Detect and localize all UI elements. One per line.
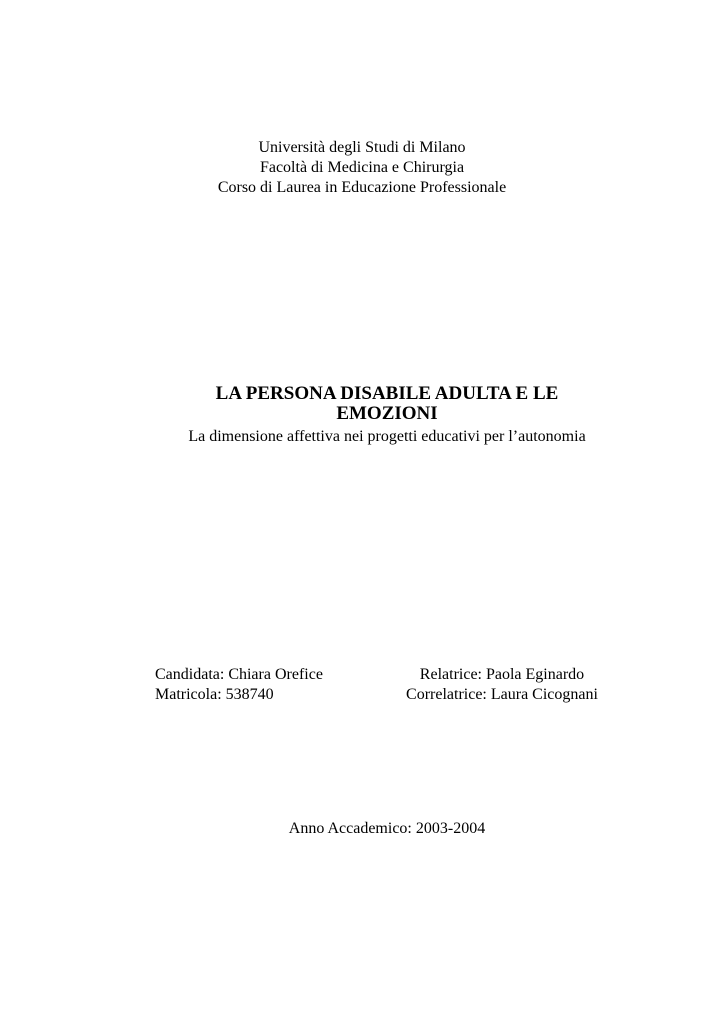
university-name: Università degli Studi di Milano [258,139,466,156]
candidate-name: Candidata: Chiara Orefice [155,666,323,683]
thesis-title-line-2: EMOZIONI [336,403,438,424]
candidate-info [155,665,323,705]
correlatrice: Correlatrice: Laura Cicognani [406,686,598,703]
supervisor-info [397,665,607,705]
course-name: Corso di Laurea in Educazione Professionale [217,179,507,196]
faculty-name: Facoltà di Medicina e Chirurgia [259,159,465,176]
candidate-matricola: Matricola: 538740 [155,686,274,703]
relatrice: Relatrice: Paola Eginardo [419,666,585,683]
thesis-subtitle: La dimensione affettiva nei progetti educativi per l’autonomia [188,428,586,445]
thesis-title-line-1: LA PERSONA DISABILE ADULTA E LE [215,383,559,404]
academic-year: Anno Accademico: 2003-2004 [288,820,486,837]
